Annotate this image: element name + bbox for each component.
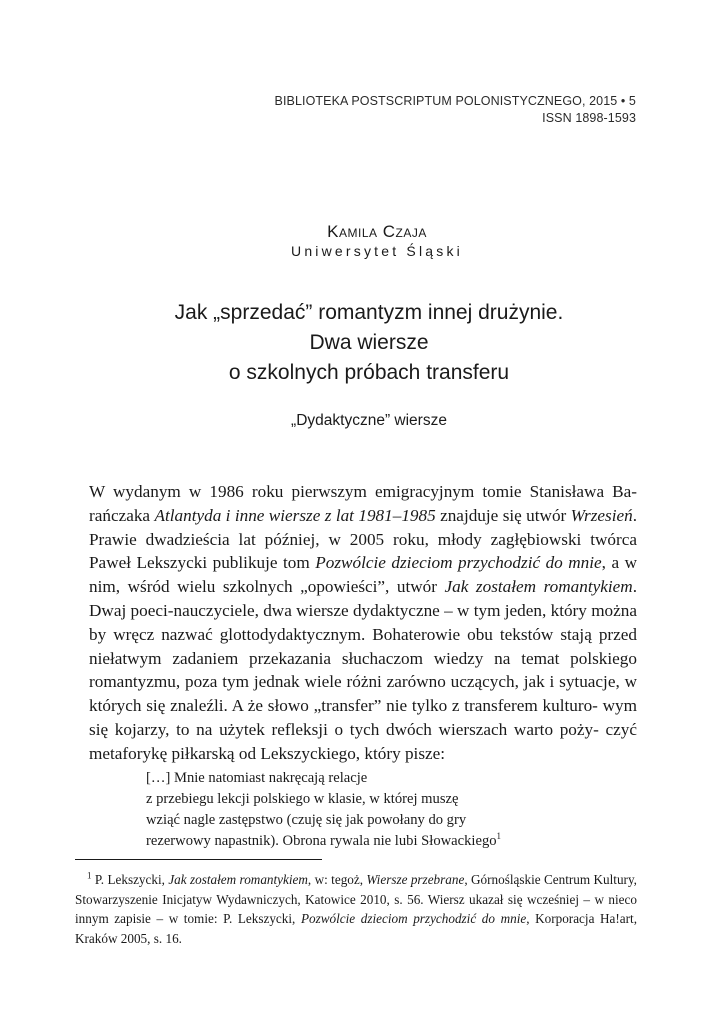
poem-title: Jak zostałem romantykiem: [444, 577, 633, 597]
para-line: niełatwym zadaniem przekazania słuchaczom wiedzy na temat polskiego: [89, 648, 637, 668]
footnote-divider: [75, 859, 322, 860]
poem-title: Wrzesień: [570, 505, 633, 525]
author-name: Kamila Czaja: [327, 222, 427, 241]
footnote-title: Wiersze przebrane: [366, 872, 465, 887]
footnote-title: Pozwólcie dzieciom przychodzić do mnie: [300, 911, 527, 926]
section-heading: „Dydaktyczne” wiersze: [291, 412, 447, 429]
journal-header: [275, 93, 636, 127]
para-line: rańczaka: [89, 505, 155, 525]
issn: ISSN 1898-1593: [542, 111, 636, 125]
para-line: Paweł Lekszycki publikuje tom: [89, 553, 316, 573]
author-affiliation: Uniwersytet Śląski: [291, 243, 463, 259]
para-line: czyć metaforykę piłkarską od Lekszyckiego, który pisze:: [89, 719, 637, 763]
para-line: poeci-nauczyciele, dwa wiersze dydaktyczne – w tym jeden, który można by: [89, 600, 638, 644]
para-line: . Dwaj: [89, 577, 638, 620]
footnote-text: , Górnośląskie Centrum Kultury, Stowarzyszenie Inicjatyw Wydawniczych, Katowice 2010, s. 56. Wiersz ukazał się wcześniej – w nieco innym zapisie – w tomie: P. Lekszycki,: [75, 872, 637, 926]
journal-title: BIBLIOTEKA POSTSCRIPTUM POLONISTYCZNEGO, 2015 • 5: [274, 94, 636, 108]
para-line: romantyzmu, poza tym jednak wiele różni zarówno uczących, jak i sytuacje,: [89, 672, 620, 692]
title-line-1: Jak „sprzedać” romantyzm innej drużynie.: [174, 301, 564, 324]
article-title: [0, 298, 724, 388]
footnote-number: 1: [87, 870, 92, 881]
footnote-title: Jak zostałem romantykiem: [168, 872, 308, 887]
quote-line: wziąć nagle zastępstwo (czuję się jak powołany do gry: [146, 812, 467, 828]
footnote-text: P. Lekszycki,: [91, 872, 169, 887]
footnote-text: , w: tegoż,: [307, 872, 367, 887]
footnote-ref[interactable]: 1: [496, 831, 502, 842]
para-line: wśród wielu szkolnych „opowieści”, utwór: [127, 577, 445, 597]
para-line: , a w nim,: [89, 553, 637, 597]
author-block: [0, 222, 724, 259]
quote-line: […] Mnie natomiast nakręcają relacje: [146, 770, 368, 786]
title-line-2: Dwa wiersze: [309, 331, 429, 354]
quote-line: z przebiegu lekcji polskiego w klasie, w której muszę: [146, 791, 459, 807]
para-line: Prawie dwadzieścia lat później, w 2005 roku, młody zagłębiowski twórca: [89, 529, 637, 549]
title-line-3: o szkolnych próbach transferu: [228, 361, 510, 384]
para-line: znajduje się utwór: [435, 505, 571, 525]
para-line: W wydanym w 1986 roku pierwszym emigracyjnym tomie Stanisława Ba-: [89, 482, 637, 501]
footnote: [75, 870, 637, 948]
para-line: w których się znaleźli. A że słowo „transfer” nie tylko z transferem kulturo-: [89, 672, 637, 716]
body-paragraph: [89, 480, 637, 766]
footnote-text: , Korporacja Ha!art, Kraków 2005, s. 16.: [75, 911, 637, 946]
para-line: wym się kojarzy, to na użytek refleksji o tych dwóch wierszach warto poży-: [89, 696, 638, 739]
para-line: wręcz nazwać glottodydaktycznym. Bohaterowie obu tekstów stają przed: [113, 624, 637, 644]
quote-line-text: rezerwowy napastnik). Obrona rywala nie lubi Słowackiego: [146, 833, 497, 849]
book-title: Pozwólcie dzieciom przychodzić do mnie: [315, 553, 602, 573]
book-title: Atlantyda i inne wiersze z lat 1981–1985: [154, 505, 436, 525]
para-line: .: [632, 505, 638, 525]
quote-line: [146, 831, 586, 852]
block-quote: [146, 768, 586, 852]
